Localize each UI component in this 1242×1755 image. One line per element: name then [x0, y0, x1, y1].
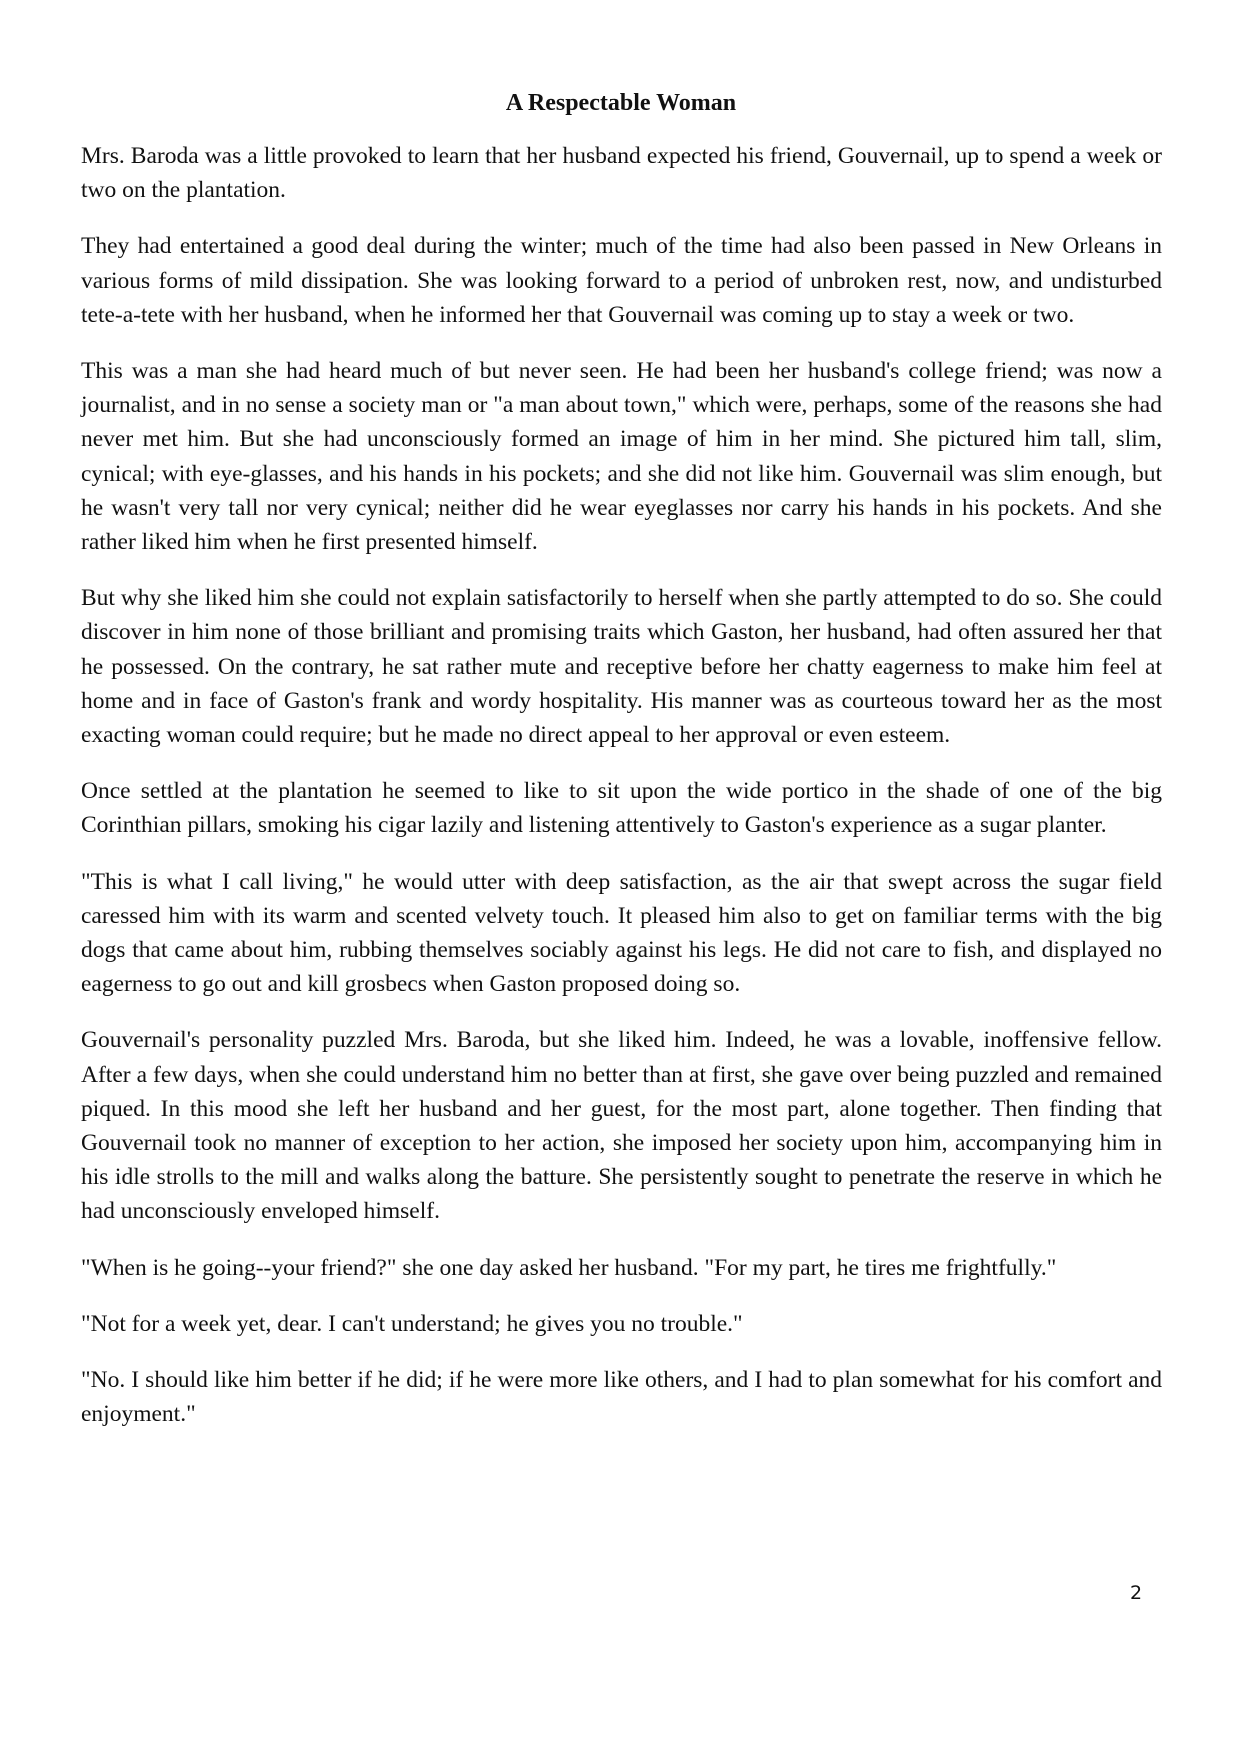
- paragraph: Once settled at the plantation he seemed to like to sit upon the wide portico in the shade of one of the big Corinthian pillars, smoking his cigar lazily and listening attentively to Gaston's experience as a sugar planter.: [81, 778, 1162, 839]
- document-title: A Respectable Woman: [505, 90, 737, 116]
- page-number: 2: [1130, 1582, 1143, 1604]
- paragraph: But why she liked him she could not explain satisfactorily to herself when she partly attempted to do so. She could discover in him none of those brilliant and promising traits which Gaston, her husband, had often assured her that he possessed. On the contrary, he sat rather mute and receptive before her chatty eagerness to make him feel at home and in face of Gaston's frank and wordy hospitality. His manner was as courteous toward her as the most exacting woman could require; but he made no direct appeal to her approval or even esteem.: [81, 585, 1162, 749]
- paragraph: "No. I should like him better if he did; if he were more like others, and I had to plan somewhat for his comfort and enjoyment.": [81, 1367, 1162, 1428]
- paragraph: "Not for a week yet, dear. I can't understand; he gives you no trouble.": [81, 1310, 743, 1337]
- paragraph: "When is he going--your friend?" she one day asked her husband. "For my part, he tires me frightfully.": [81, 1254, 1057, 1281]
- paragraph: Mrs. Baroda was a little provoked to learn that her husband expected his friend, Gouvernail, up to spend a week or two on the plantation.: [81, 143, 1162, 204]
- paragraph: Gouvernail's personality puzzled Mrs. Baroda, but she liked him. Indeed, he was a lovable, inoffensive fellow. After a few days, when she could understand him no better than at first, she gave over being puzzled and remained piqued. In this mood she left her husband and her guest, for the most part, alone together. Then finding that Gouvernail took no manner of exception to her action, she imposed her society upon him, accompanying him in his idle strolls to the mill and walks along the batture. She persistently sought to penetrate the reserve in which he had unconsciously enveloped himself.: [81, 1027, 1162, 1225]
- paragraph: This was a man she had heard much of but never seen. He had been her husband's college friend; was now a journalist, and in no sense a society man or "a man about town," which were, perhaps, some of the reasons she had never met him. But she had unconsciously formed an image of him in her mind. She pictured him tall, slim, cynical; with eye-glasses, and his hands in his pockets; and she did not like him. Gouvernail was slim enough, but he wasn't very tall nor very cynical; neither did he wear eyeglasses nor carry his hands in his pockets. And she rather liked him when he first presented himself.: [81, 358, 1162, 556]
- paragraph: They had entertained a good deal during the winter; much of the time had also been passed in New Orleans in various forms of mild dissipation. She was looking forward to a period of unbroken rest, now, and undisturbed tete-a-tete with her husband, when he informed her that Gouvernail was coming up to stay a week or two.: [81, 233, 1162, 328]
- paragraph: "This is what I call living," he would utter with deep satisfaction, as the air that swept across the sugar field caressed him with its warm and scented velvety touch. It pleased him also to get on familiar terms with the big dogs that came about him, rubbing themselves sociably against his legs. He did not care to fish, and displayed no eagerness to go out and kill grosbecs when Gaston proposed doing so.: [81, 868, 1162, 998]
- document-body: [81, 139, 1162, 1454]
